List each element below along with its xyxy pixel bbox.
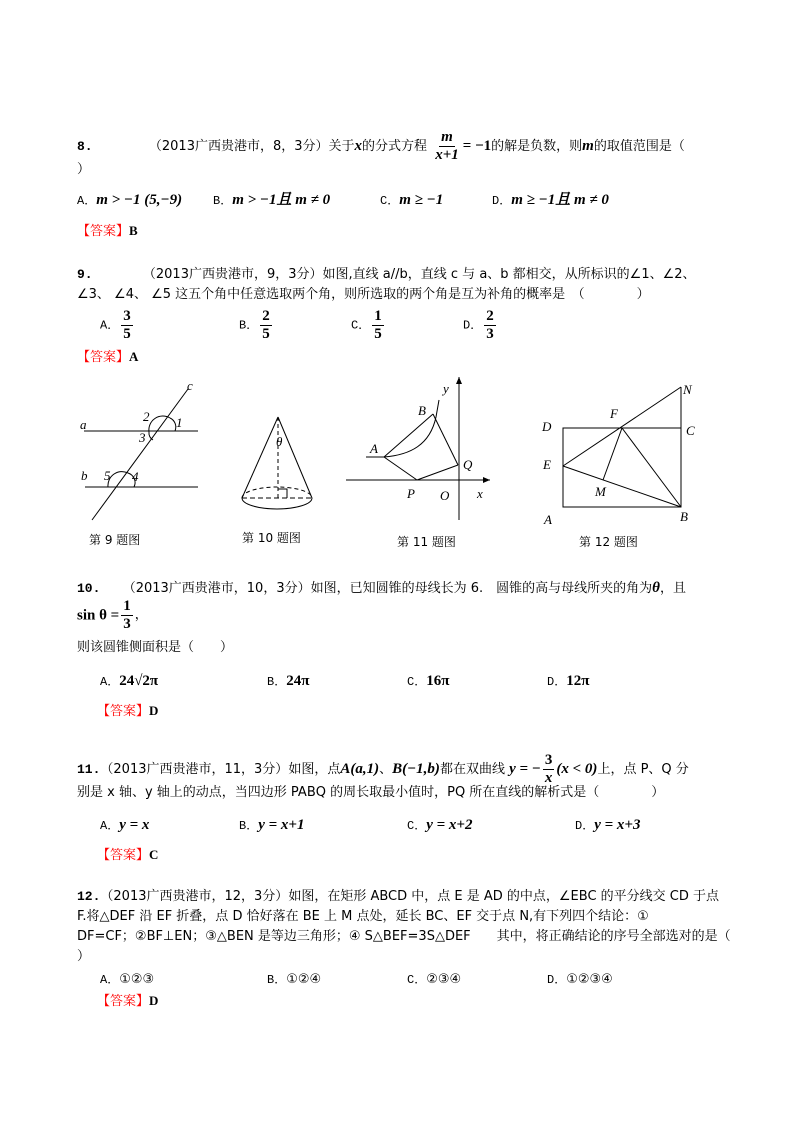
stem-text: 的解是负数，则 <box>491 139 583 154</box>
question-number: 11. <box>77 762 101 777</box>
question-10-stem <box>77 580 686 597</box>
option-a[interactable]: A．24√2π <box>100 673 159 689</box>
answer-tag: 【答案】 <box>97 994 150 1009</box>
question-number: 12. <box>77 889 101 904</box>
stem-text: 的分式方程 <box>362 139 428 154</box>
option-b[interactable]: B． $\frac{2}{5}$ <box>239 308 270 342</box>
figure-11-caption: 第 11 题图 <box>397 535 456 549</box>
figure-10-caption: 第 10 题图 <box>242 531 301 545</box>
question-number: 10. <box>77 581 101 596</box>
svg-text:a: a <box>80 417 87 432</box>
option-b[interactable]: B．m > −1且 m ≠ 0 <box>213 192 331 208</box>
option-d[interactable]: D．y = x+3 <box>575 817 641 833</box>
figure-9-parallel-lines <box>70 375 205 525</box>
stem-text: ，且 <box>659 581 686 596</box>
answer-tag: 【答案】 <box>77 350 130 365</box>
figure-9-caption: 第 9 题图 <box>89 533 141 547</box>
option-c[interactable]: C． $\frac{1}{5}$ <box>351 308 382 342</box>
fraction: $\frac{1}{3}$ <box>123 598 131 632</box>
question-source: （2013广西贵港市，10，3分） <box>122 581 311 596</box>
answer-value: C <box>149 847 159 862</box>
question-number: 8. <box>77 139 93 154</box>
svg-text:c: c <box>187 378 193 393</box>
svg-text:x: x <box>477 486 483 501</box>
svg-text:B: B <box>418 403 426 418</box>
question-9-answer <box>77 349 138 366</box>
option-b[interactable]: B．24π <box>267 673 310 689</box>
svg-text:b: b <box>81 468 88 483</box>
question-9-options <box>100 309 700 345</box>
option-a[interactable]: A． $\frac{3}{5}$ <box>100 308 131 342</box>
figure-10-cone <box>235 410 320 520</box>
figure-11-hyperbola <box>340 370 500 525</box>
svg-text:A: A <box>370 441 378 456</box>
svg-text:2: 2 <box>143 409 150 424</box>
math-eq: (x < 0) <box>556 761 598 777</box>
svg-text:O: O <box>440 488 450 503</box>
stem-text: 如图，点 <box>288 762 341 777</box>
figure-12-rectangle <box>530 375 710 530</box>
math-var: x <box>354 138 363 154</box>
question-10-answer <box>97 703 158 720</box>
svg-text:4: 4 <box>132 469 139 484</box>
question-12-stem-line2: F.将△DEF 沿 EF 折叠，点 D 恰好落在 BE 上 M 点处，延长 BC、EF 交于点 N,有下列四个结论：① <box>77 909 649 924</box>
question-11-stem-line2: 别是 x 轴、y 轴上的动点，当四边形 PABQ 的周长取最小值时，PQ 所在直线的解析式是（ ） <box>77 785 665 800</box>
option-d[interactable]: D．①②③④ <box>547 972 613 987</box>
option-b[interactable]: B．①②④ <box>267 972 322 987</box>
math-var: m <box>582 138 594 154</box>
svg-text:3: 3 <box>139 430 146 445</box>
question-12-stem-line3: DF=CF；②BF⊥EN；③△BEN 是等边三角形；④ S△BEF=3S△DEF 其中，将正确结论的序号全部选对的是（ <box>77 929 731 944</box>
answer-value: D <box>149 993 159 1008</box>
question-number: 9. <box>77 267 93 282</box>
question-10-stem-line3: 则该圆锥侧面积是（ ） <box>77 640 234 655</box>
stem-text: 上，点 P、Q 分 <box>597 762 689 777</box>
option-a[interactable]: A．m > −1 (5,−9) <box>77 192 183 208</box>
question-8-answer <box>77 223 138 240</box>
svg-text:M: M <box>595 484 606 499</box>
question-source: （2013广西贵港市，12，3分） <box>100 889 289 904</box>
stem-text: 关于 <box>328 139 355 154</box>
option-d[interactable]: D．12π <box>547 673 590 689</box>
fraction: $\frac{3}{x}$ <box>544 752 553 786</box>
figure-12-caption: 第 12 题图 <box>579 535 638 549</box>
question-source: （2013广西贵港市，9，3分） <box>142 267 323 282</box>
option-d[interactable]: D．m ≥ −1且 m ≠ 0 <box>492 192 609 208</box>
option-c[interactable]: C．y = x+2 <box>407 817 473 833</box>
svg-text:5: 5 <box>104 468 111 483</box>
math-sin: sin θ = <box>77 607 120 624</box>
stem-text: 如图，已知圆锥的母线长为 6. 圆锥的高与母线所夹的角为 <box>310 581 653 596</box>
answer-tag: 【答案】 <box>97 704 150 719</box>
math-point-a: A(a,1) <box>340 761 380 777</box>
option-b[interactable]: B．y = x+1 <box>239 817 305 833</box>
answer-tag: 【答案】 <box>77 224 130 239</box>
answer-value: B <box>129 223 138 238</box>
math-point-b: B(−1,b) <box>392 761 440 777</box>
svg-text:D: D <box>542 419 552 434</box>
math-equals: = −1 <box>462 138 492 154</box>
option-d[interactable]: D． $\frac{2}{3}$ <box>463 308 494 342</box>
question-source: （2013广西贵港市，8，3分） <box>148 139 329 154</box>
stem-text: 如图,直线 a//b，直线 c 与 a、b 都相交，从所标识的∠1、∠2、 <box>322 267 696 282</box>
question-12-stem-line4: ） <box>77 949 91 964</box>
option-a[interactable]: A．①②③ <box>100 972 155 987</box>
answer-value: A <box>129 349 139 364</box>
question-12-answer <box>97 993 158 1010</box>
stem-text: 的取值范围是（ <box>593 139 685 154</box>
answer-value: D <box>149 703 159 718</box>
question-9-stem <box>77 267 696 283</box>
question-10-sin: sin θ = $\frac{1}{3}$ ， <box>77 598 148 632</box>
svg-text:C: C <box>686 423 695 438</box>
option-c[interactable]: C．16π <box>407 673 450 689</box>
math-eq: y = − <box>509 761 541 777</box>
stem-text: 如图，在矩形 ABCD 中，点 E 是 AD 的中点，∠EBC 的平分线交 CD 于点 <box>288 889 720 904</box>
svg-text:A: A <box>544 512 552 527</box>
svg-text:1: 1 <box>176 415 183 430</box>
question-12-stem <box>77 889 719 905</box>
fraction: $\frac{m}{x+1}$ <box>435 129 459 163</box>
svg-text:Q: Q <box>463 457 473 472</box>
answer-tag: 【答案】 <box>97 848 150 863</box>
svg-text:P: P <box>407 486 415 501</box>
question-11-answer <box>97 847 158 864</box>
question-11-stem: 11.（2013广西贵港市，11，3分）如图，点A(a,1)、B(−1,b)都在双曲线 y = − $\frac{3}{x}$ (x < 0)上，点 P、Q 分 <box>77 752 689 786</box>
math-var: θ <box>652 580 660 596</box>
svg-text:N: N <box>683 382 692 397</box>
svg-text:F: F <box>610 406 618 421</box>
option-c[interactable]: C．②③④ <box>407 972 462 987</box>
svg-text:y: y <box>443 381 449 396</box>
svg-text:B: B <box>680 509 688 524</box>
svg-text:θ: θ <box>276 434 283 449</box>
svg-text:E: E <box>543 457 551 472</box>
question-8-stem-line2: ） <box>77 162 91 177</box>
option-c[interactable]: C．m ≥ −1 <box>380 192 444 208</box>
question-8-stem <box>77 130 685 163</box>
option-a[interactable]: A．y = x <box>100 817 150 833</box>
question-source: （2013广西贵港市，11，3分） <box>100 762 289 777</box>
stem-text: 都在双曲线 <box>439 762 505 777</box>
question-9-stem-line2: ∠3、 ∠4、 ∠5 这五个角中任意选取两个角，则所选取的两个角是互为补角的概率是 （ ） <box>77 287 650 302</box>
